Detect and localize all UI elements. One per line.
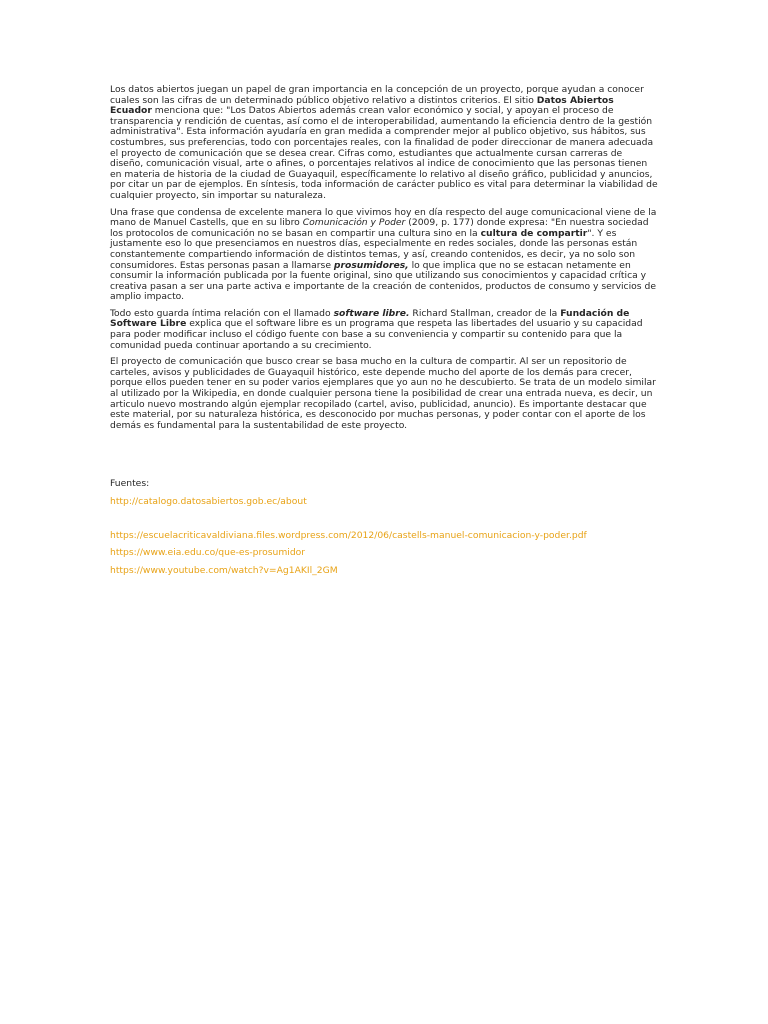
paragraph-datos-abiertos bbox=[110, 85, 658, 202]
paragraph-software-libre bbox=[110, 309, 658, 351]
paragraph-proyecto bbox=[110, 357, 658, 431]
sources-label: Fuentes: bbox=[110, 478, 150, 489]
source-link-datos-abiertos[interactable]: http://catalogo.datosabiertos.gob.ec/about bbox=[110, 496, 307, 507]
source-link-youtube[interactable]: https://www.youtube.com/watch?v=Ag1AKIl_2GM bbox=[110, 565, 338, 576]
bold-term-cultura-de-compartir: cultura de compartir bbox=[480, 227, 588, 239]
paragraph-text: menciona que: "Los Datos Abiertos además crean valor económico y social, y apoyan el proceso de transparencia y rendición de cuentas, así como el de interoperabilidad, aumentando la eficiencia dentro de la gestión administrativa". Esta información ayudaría en gran medida a comprender mejor al publico objetivo, sus hábitos, sus costumbres, sus preferencias, todo con porcentajes reales, con la finalidad de poder direccionar de manera adecuada el proyecto de comunicación que se desea crear. Cifras como, estudiantes que actualmente cursan carreras de diseño, comunicación visual, arte o afines, o porcentajes relativos al indice de conocimiento que las personas tienen en materia de historia de la ciudad de Guayaquil, específicamente lo relativo al diseño gráfico, publicidad y anuncios, por citar un par de ejemplos. En síntesis, toda información de carácter publico es vital para determinar la viabilidad de cualquier proyecto, sin importar su naturaleza. bbox=[110, 105, 658, 201]
paragraph-text: Los datos abiertos juegan un papel de gran importancia en la concepción de un proyecto, porque ayudan a conocer cuales son las cifras de un determinado público objetivo relativo a distintos criterios. El sitio bbox=[110, 84, 644, 106]
document-body bbox=[110, 85, 658, 437]
paragraph-text: Todo esto guarda íntima relación con el llamado bbox=[110, 307, 334, 319]
paragraph-castells bbox=[110, 208, 658, 303]
bold-term-fundacion-software-libre: Fundación de Software Libre bbox=[110, 307, 630, 330]
paragraph-text: explica que el software libre es un programa que respeta las libertades del usuario y su capacidad para poder modificar incluso el código fuente con base a su conveniencia y compartir su contenido para que la comunidad pueda continuar aportando a su crecimiento. bbox=[110, 318, 643, 351]
sources-section bbox=[110, 478, 670, 576]
paragraph-text: (2009, p. 177) donde expresa: "En nuestra sociedad los protocolos de comunicación no se basan en compartir una cultura sino en la bbox=[110, 217, 649, 239]
bold-italic-term-software-libre: software libre. bbox=[333, 307, 410, 319]
source-link-castells-pdf[interactable]: https://escuelacriticavaldiviana.files.wordpress.com/2012/06/castells-manuel-comunicacion-y-poder.pdf bbox=[110, 530, 587, 541]
bold-italic-term-prosumidores: prosumidores, bbox=[333, 259, 409, 271]
source-link-eia-prosumidor[interactable]: https://www.eia.edu.co/que-es-prosumidor bbox=[110, 547, 306, 558]
book-title: Comunicación y Poder bbox=[302, 217, 406, 229]
paragraph-text: Richard Stallman, creador de la bbox=[409, 307, 561, 319]
paragraph-text: ". Y es justamente eso lo que presenciamos en nuestros días, especialmente en redes sociales, donde las personas están constantemente compartiendo información de distintos temas, y así, creando contenidos, es decir, ya no solo son consumidores. Estas personas pasan a llamarse bbox=[110, 227, 638, 271]
paragraph-text: El proyecto de comunicación que busco crear se basa mucho en la cultura de compartir. Al ser un repositorio de carteles, avisos y publicidades de Guayaquil histórico, este depende mucho del aporte de los demás para crecer, porque ellos pueden tener en su poder varios ejemplares que yo aun no he descubierto. Se trata de un modelo similar al utilizado por la Wikipedia, en donde cualquier persona tiene la posibilidad de crear una entrada nueva, es decir, un articulo nuevo mostrando algún ejemplar recopilado (cartel, aviso, publicidad, anuncio). Es importante destacar que este material, por su naturaleza histórica, es desconocido por muchas personas, y poder contar con el aporte de los demás es fundamental para la sustentabilidad de este proyecto. bbox=[110, 356, 656, 431]
paragraph-text: Una frase que condensa de excelente manera lo que vivimos hoy en día respecto del auge comunicacional viene de la mano de Manuel Castells, que en su libro bbox=[110, 206, 657, 229]
bold-term-datos-abiertos-ecuador: Datos Abiertos Ecuador bbox=[110, 94, 614, 117]
paragraph-text: lo que implica que no se estacan netamente en consumir la información publicada por la fuente original, sino que utilizando sus conocimientos y capacidad crítica y creativa pasan a ser una parte activa e importante de la creación de contenidos, productos de consumo y servicios de amplio impacto. bbox=[110, 259, 656, 303]
